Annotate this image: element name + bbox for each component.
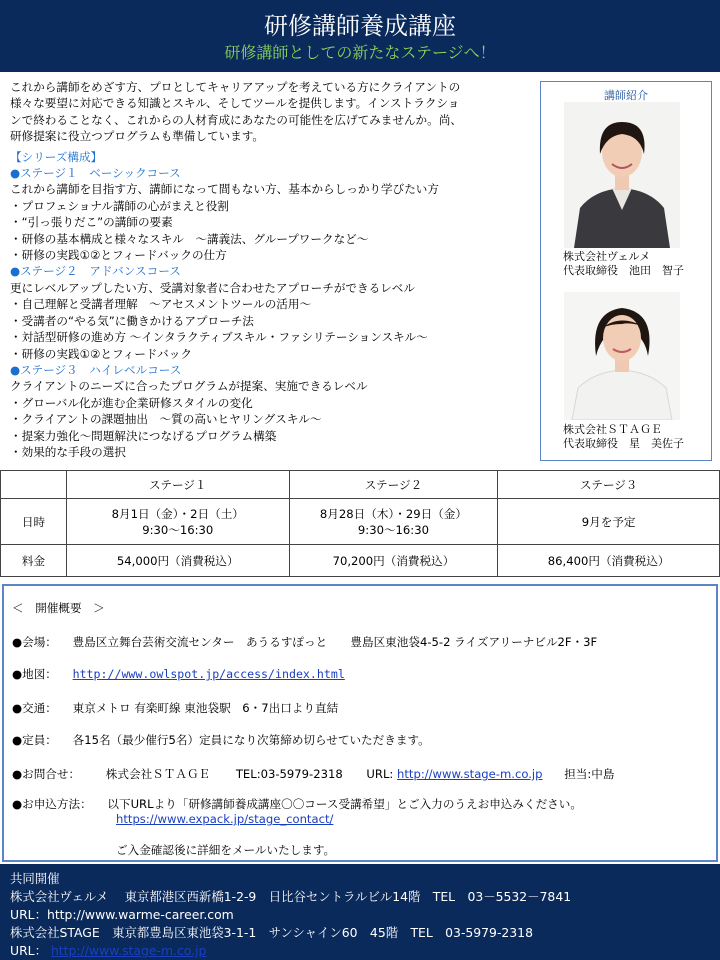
contact-url-link[interactable]: http://www.stage-m.co.jp bbox=[397, 767, 543, 781]
transport-value: 東京メトロ 有楽町線 東池袋駅 6・7出口より直結 bbox=[72, 701, 339, 715]
stage2-heading: ●ステージ２ アドバンスコース bbox=[10, 264, 181, 279]
contact-url-label: URL: bbox=[366, 767, 394, 781]
footer-org2-url[interactable]: http://www.stage-m.co.jp bbox=[50, 943, 207, 958]
apply-url[interactable]: https://www.expack.jp/stage_contact/ bbox=[116, 812, 334, 826]
stage3-line: ・クライアントの課題抽出 ～質の高いヒヤリングスキル～ bbox=[10, 412, 322, 427]
table-header-cell: ステージ２ bbox=[289, 471, 498, 499]
stage2-line: ・受講者の“やる気”に働きかけるアプローチ法 bbox=[10, 313, 254, 328]
portrait-icon bbox=[564, 292, 680, 420]
contact-company: 株式会社ＳＴＡＧＥ bbox=[105, 767, 211, 781]
table-header-cell: ステージ３ bbox=[498, 471, 720, 499]
footer-org2-url-row bbox=[10, 942, 710, 960]
capacity-value: 各15名（最少催行5名）定員になり次第締め切らせていただきます。 bbox=[72, 733, 430, 747]
stage2-line: ・対話型研修の進め方 ～インタラクティブスキル・ファシリテーションスキル～ bbox=[10, 330, 428, 345]
apply-note: ご入金確認後に詳細をメールいたします。 bbox=[116, 843, 336, 857]
venue-row bbox=[12, 634, 597, 650]
instructor-panel bbox=[540, 81, 712, 461]
portrait-icon bbox=[564, 102, 680, 248]
table-header-cell bbox=[1, 471, 67, 499]
venue-value: 豊島区立舞台芸術交流センター あうるすぽっと 豊島区東池袋4-5-2 ライズアリーナビル2F・3F bbox=[72, 635, 598, 649]
footer-org1-url: URL：http://www.warme-career.com bbox=[10, 907, 234, 922]
table-cell: 70,200円（消費税込） bbox=[289, 545, 498, 577]
contact-person: 担当:中島 bbox=[564, 767, 615, 781]
apply-label: ●お申込方法： bbox=[12, 797, 92, 811]
apply-url-link bbox=[116, 812, 333, 826]
table-cell: 8月28日（木）・29日（金） 9:30～16:30 bbox=[289, 499, 498, 545]
stage2-line: 更にレベルアップしたい方、受講対象者に合わせたアプローチができるレベル bbox=[10, 280, 415, 295]
event-overview bbox=[2, 584, 718, 862]
venue-label: ●会場： bbox=[12, 635, 57, 649]
page-title: 研修講師養成講座 bbox=[264, 12, 456, 40]
instructor-role-2: 代表取締役 星 美佐子 bbox=[563, 437, 684, 450]
stage1-line: ・“引っ張りだこ”の講師の要素 bbox=[10, 215, 173, 230]
overview-title: ＜ 開催概要 ＞ bbox=[12, 601, 105, 615]
stage3-line: ・効果的な手段の選択 bbox=[10, 444, 126, 459]
stage2-line: ・自己理解と受講者理解 ～アセスメントツールの活用～ bbox=[10, 297, 312, 312]
footer-heading: 共同開催 bbox=[10, 871, 60, 886]
map-row bbox=[12, 666, 345, 682]
contact-tel: TEL:03-5979-2318 bbox=[235, 767, 343, 781]
course-description bbox=[10, 79, 536, 460]
bullet-dot-icon: ● bbox=[10, 166, 21, 181]
table-cell: 86,400円（消費税込） bbox=[498, 545, 720, 577]
capacity-row bbox=[12, 732, 430, 748]
apply-text: 以下URLより「研修講師養成講座〇〇コース受講希望」とご入力のうえお申込みください。 bbox=[107, 797, 582, 811]
intro-line: 研修提案に役立つプログラムも準備しています。 bbox=[10, 129, 265, 144]
map-label: ●地図： bbox=[12, 667, 57, 681]
table-cell: 9月を予定 bbox=[498, 499, 720, 545]
instructor-company-2: 株式会社ＳＴＡＧＥ bbox=[563, 423, 662, 436]
transport-row bbox=[12, 700, 338, 716]
footer-org2-url-label: URL： bbox=[10, 943, 47, 958]
apply-row bbox=[12, 796, 582, 812]
stage1-line: ・プロフェショナル講師の心がまえと役割 bbox=[10, 198, 229, 213]
intro-line: 様々な要望に対応できる知識とスキル、そしてツールを提供します。インストラクショ bbox=[10, 96, 460, 111]
table-header-cell: ステージ１ bbox=[66, 471, 289, 499]
table-cell: 54,000円（消費税込） bbox=[66, 545, 289, 577]
contact-row bbox=[12, 766, 614, 782]
instructor-panel-title: 講師紹介 bbox=[604, 89, 648, 102]
bullet-dot-icon: ● bbox=[10, 362, 21, 377]
intro-paragraph bbox=[10, 79, 536, 145]
table-header-row bbox=[1, 471, 720, 499]
stage1-line: これから講師を目指す方、講師になって間もない方、基本からしっかり学びたい方 bbox=[10, 182, 439, 197]
instructor-company-1: 株式会社ヴェルメ bbox=[563, 250, 651, 263]
table-row bbox=[1, 545, 720, 577]
stage1-line: ・研修の実践①②とフィードバックの仕方 bbox=[10, 248, 227, 263]
stage3-line: ・グローバル化が進む企業研修スタイルの変化 bbox=[10, 395, 253, 410]
row-label: 料金 bbox=[1, 545, 67, 577]
stage2-line: ・研修の実践①②とフィードバック bbox=[10, 346, 192, 361]
intro-line: ンで終わることなく、これからの人材育成にあなたの可能性を広げてみませんか。尚、 bbox=[10, 112, 462, 127]
stage3-line: ・提案力強化～問題解決につなげるプログラム構築 bbox=[10, 428, 277, 443]
instructor-role-1: 代表取締役 池田 智子 bbox=[563, 264, 684, 277]
table-cell: 8月1日（金）・2日（土） 9:30～16:30 bbox=[66, 499, 289, 545]
instructor-photo-ikeda bbox=[564, 102, 680, 248]
table-row bbox=[1, 499, 720, 545]
transport-label: ●交通： bbox=[12, 701, 57, 715]
stage1-heading: ●ステージ１ ベーシックコース bbox=[10, 166, 181, 181]
bullet-dot-icon: ● bbox=[10, 264, 21, 279]
schedule-table bbox=[0, 470, 720, 577]
contact-label: ●お問合せ： bbox=[12, 767, 81, 781]
page-header bbox=[0, 0, 720, 72]
stage3-line: クライアントのニーズに合ったプログラムが提案、実施できるレベル bbox=[10, 379, 368, 394]
page-subtitle: 研修講師としての新たなステージへ！ bbox=[224, 43, 496, 62]
instructor-photo-hoshi bbox=[564, 292, 680, 420]
capacity-label: ●定員： bbox=[12, 733, 57, 747]
footer-org1: 株式会社ヴェルメ 東京都港区西新橋1-2-9 日比谷セントラルビル14階 TEL 03－5532－7841 bbox=[10, 889, 572, 904]
stage1-line: ・研修の基本構成と様々なスキル ～講義法、グループワークなど～ bbox=[10, 231, 369, 246]
series-heading: 【シリーズ構成】 bbox=[10, 149, 103, 164]
co-host-footer bbox=[0, 864, 720, 960]
stage3-heading: ●ステージ３ ハイレベルコース bbox=[10, 362, 182, 377]
footer-org2: 株式会社STAGE 東京都豊島区東池袋3-1-1 サンシャイン60 45階 TEL 03-5979-2318 bbox=[10, 925, 533, 940]
map-link[interactable]: http://www.owlspot.jp/access/index.html bbox=[72, 667, 345, 681]
row-label: 日時 bbox=[1, 499, 67, 545]
intro-line: これから講師をめざす方、プロとしてキャリアアップを考えている方にクライアントの bbox=[10, 80, 461, 94]
